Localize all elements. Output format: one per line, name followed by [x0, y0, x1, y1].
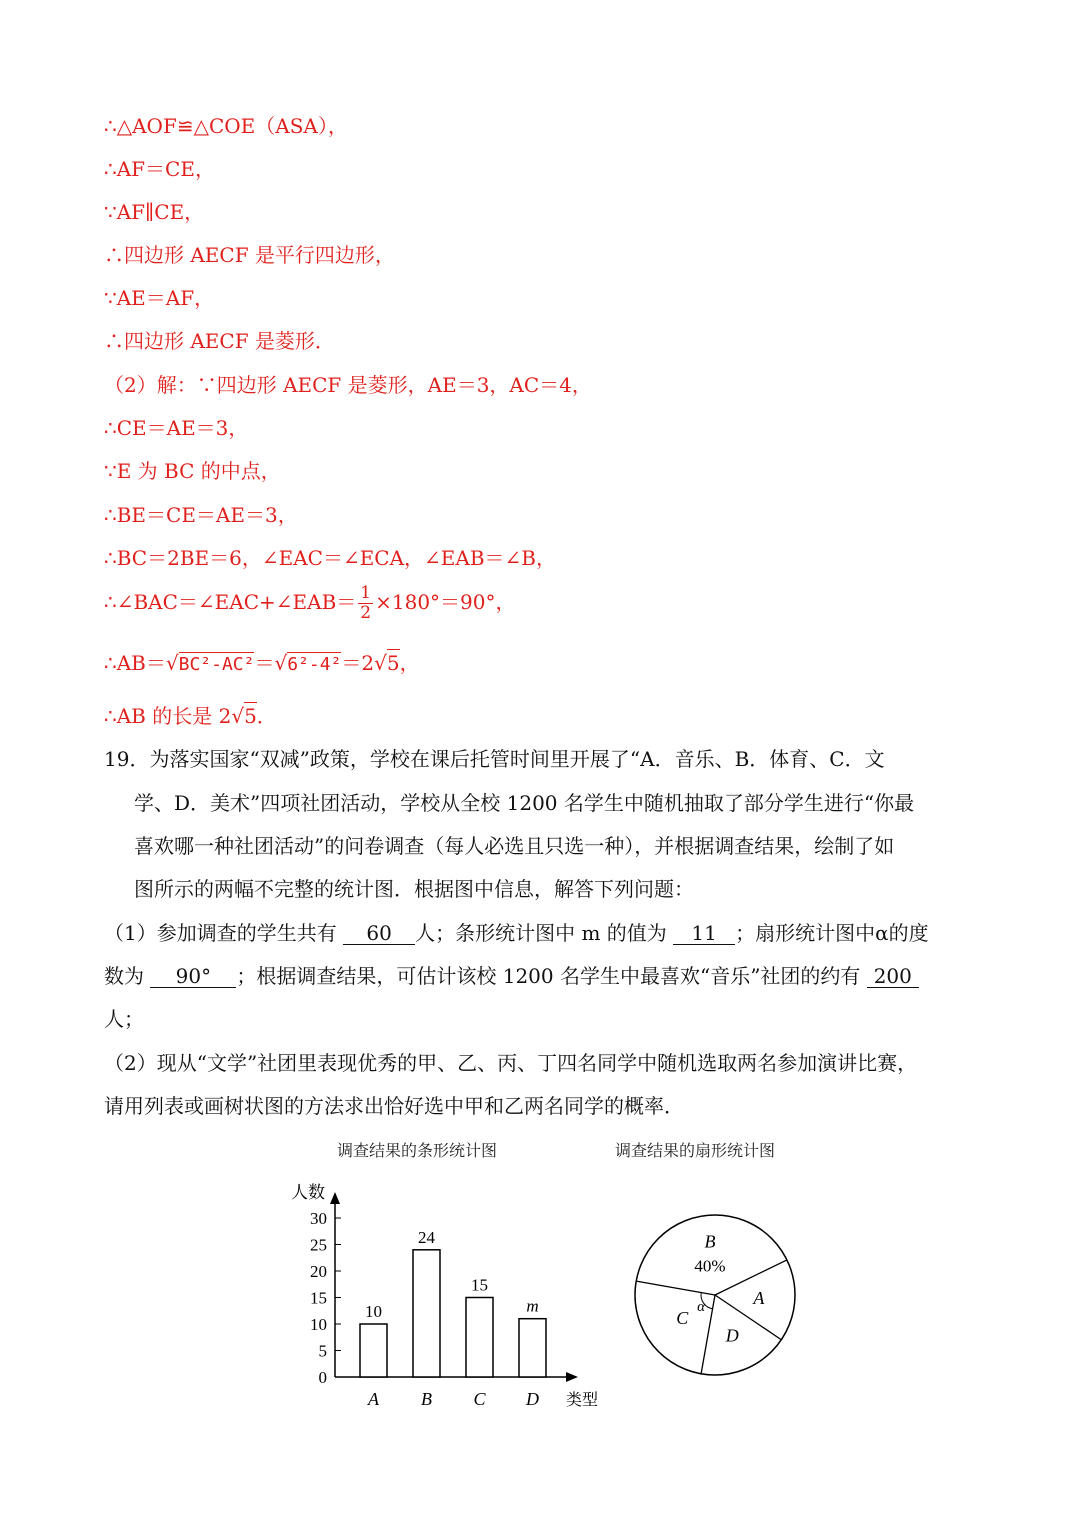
pie-chart: [620, 1200, 810, 1390]
sqrt-sign: √: [274, 651, 288, 675]
solution-line-6: ∴四边形 AECF 是菱形．: [104, 329, 335, 353]
equation-prefix: ∴∠BAC＝∠EAC+∠EAB＝: [104, 590, 357, 614]
x-axis-label: 类型: [565, 1392, 599, 1409]
solution-line-8: ∴CE＝AE＝3，: [104, 416, 249, 440]
question-line-4: 图所示的两幅不完整的统计图．根据图中信息，解答下列问题：: [134, 877, 694, 901]
part2-line-2: 请用列表或画树状图的方法求出恰好选中甲和乙两名同学的概率．: [104, 1094, 684, 1118]
bar-A: [360, 1324, 387, 1377]
pie-label-D: D: [725, 1325, 739, 1346]
solution-line-9: ∵E 为 BC 的中点，: [104, 459, 281, 483]
answer-music-estimate: 200: [867, 965, 919, 988]
radicand-bc-ac: BC²-AC²: [178, 654, 255, 675]
bar-chart: [270, 1170, 620, 1420]
y-tick-label: 20: [310, 1262, 327, 1281]
part1-text-b: 人；条形统计图中 m 的值为: [415, 921, 674, 945]
solution-line-3: ∵AF∥CE，: [104, 200, 205, 224]
bar-value-label-D: m: [526, 1296, 539, 1316]
equals-sign: ＝: [254, 651, 275, 675]
answer-m-value: 11: [673, 922, 735, 945]
y-axis-arrow: [330, 1192, 340, 1204]
solution-line-12: [104, 584, 516, 623]
solution-line-7: （2）解：∵四边形 AECF 是菱形，AE＝3，AC＝4，: [104, 373, 592, 397]
answer-alpha-degree: 90°: [150, 965, 236, 988]
y-tick-label: 15: [310, 1288, 327, 1308]
equation-result: ＝2: [341, 651, 375, 675]
alpha-label: α: [697, 1299, 705, 1315]
bar-C: [466, 1298, 493, 1378]
bar-value-label-A: 10: [365, 1302, 382, 1321]
solution-line-4: ∴四边形 AECF 是平行四边形，: [104, 243, 395, 267]
pie-label-B: B: [704, 1231, 716, 1252]
bar-D: [519, 1319, 546, 1377]
comma: ，: [399, 651, 420, 675]
question-line-1: 19．为落实国家“双减”政策，学校在课后托管时间里开展了“A．音乐、B．体育、C．文: [104, 747, 885, 771]
x-axis-arrow: [566, 1372, 578, 1382]
equation-suffix: ×180°＝90°，: [375, 590, 516, 614]
x-tick-label-A: A: [368, 1389, 379, 1409]
y-tick-label: 0: [318, 1368, 327, 1387]
question-line-3: 喜欢哪一种社团活动”的问卷调查（每人必选且只选一种），并根据调查结果，绘制了如: [134, 834, 895, 858]
bar-value-label-B: 24: [418, 1227, 435, 1247]
pie-label-C: C: [676, 1307, 689, 1328]
solution-line-11: ∴BC＝2BE＝6，∠EAC＝∠ECA，∠EAB＝∠B，: [104, 546, 557, 570]
part1-text-c: ；扇形统计图中α的度: [735, 921, 929, 945]
part1-text-e: ；根据调查结果，可估计该校 1200 名学生中最喜欢“音乐”社团的约有: [236, 964, 867, 988]
x-tick-label-B: B: [421, 1389, 432, 1409]
question-line-2: 学、D．美术”四项社团活动，学校从全校 1200 名学生中随机抽取了部分学生进行“你最: [134, 791, 915, 815]
sqrt-sign: √: [165, 651, 179, 675]
part1-line-2: [104, 963, 919, 989]
y-tick-label: 30: [310, 1209, 327, 1228]
part1-text-a: （1）参加调查的学生共有: [104, 921, 344, 945]
radicand-5: 5: [244, 704, 257, 728]
fraction-one-half: [358, 584, 373, 623]
fraction-denominator: 2: [360, 603, 372, 623]
answer-total-students: 60: [343, 922, 415, 945]
pie-percent-label: 40%: [694, 1256, 726, 1276]
solution-line-5: ∵AE＝AF，: [104, 286, 215, 310]
period: ．: [256, 704, 277, 728]
solution-line-13: [104, 650, 420, 678]
x-tick-label-C: C: [473, 1389, 486, 1409]
pie-chart-title: 调查结果的扇形统计图: [615, 1141, 776, 1160]
part1-line-1: [104, 920, 929, 946]
sqrt-sign: √: [374, 651, 387, 675]
solution-line-1: ∴△AOF≌△COE（ASA），: [104, 114, 348, 138]
y-tick-label: 5: [318, 1341, 327, 1361]
y-tick-label: 25: [310, 1235, 327, 1255]
solution-line-10: ∴BE＝CE＝AE＝3，: [104, 503, 298, 527]
pie-label-A: A: [753, 1288, 765, 1309]
bar-chart-title: 调查结果的条形统计图: [337, 1141, 498, 1160]
sqrt-sign: √: [231, 704, 245, 728]
bar-value-label-C: 15: [471, 1275, 488, 1295]
conclusion-prefix: ∴AB 的长是 2: [104, 704, 232, 728]
radicand-6-4: 6²-4²: [287, 654, 342, 675]
part2-line-1: （2）现从“文学”社团里表现优秀的甲、乙、丙、丁四名同学中随机选取两名参加演讲比赛，: [104, 1051, 918, 1075]
fraction-numerator: 1: [360, 583, 372, 603]
solution-line-14: [104, 703, 277, 729]
part1-text-d: 数为: [104, 964, 151, 988]
y-axis-label: 人数: [291, 1183, 325, 1202]
equation-prefix: ∴AB＝: [104, 651, 166, 675]
y-tick-label: 10: [310, 1315, 327, 1334]
radicand-5: 5: [386, 651, 400, 675]
x-tick-label-D: D: [526, 1389, 539, 1409]
bar-B: [413, 1250, 440, 1377]
solution-line-2: ∴AF＝CE，: [104, 157, 215, 181]
part1-line-3: 人；: [104, 1007, 144, 1031]
